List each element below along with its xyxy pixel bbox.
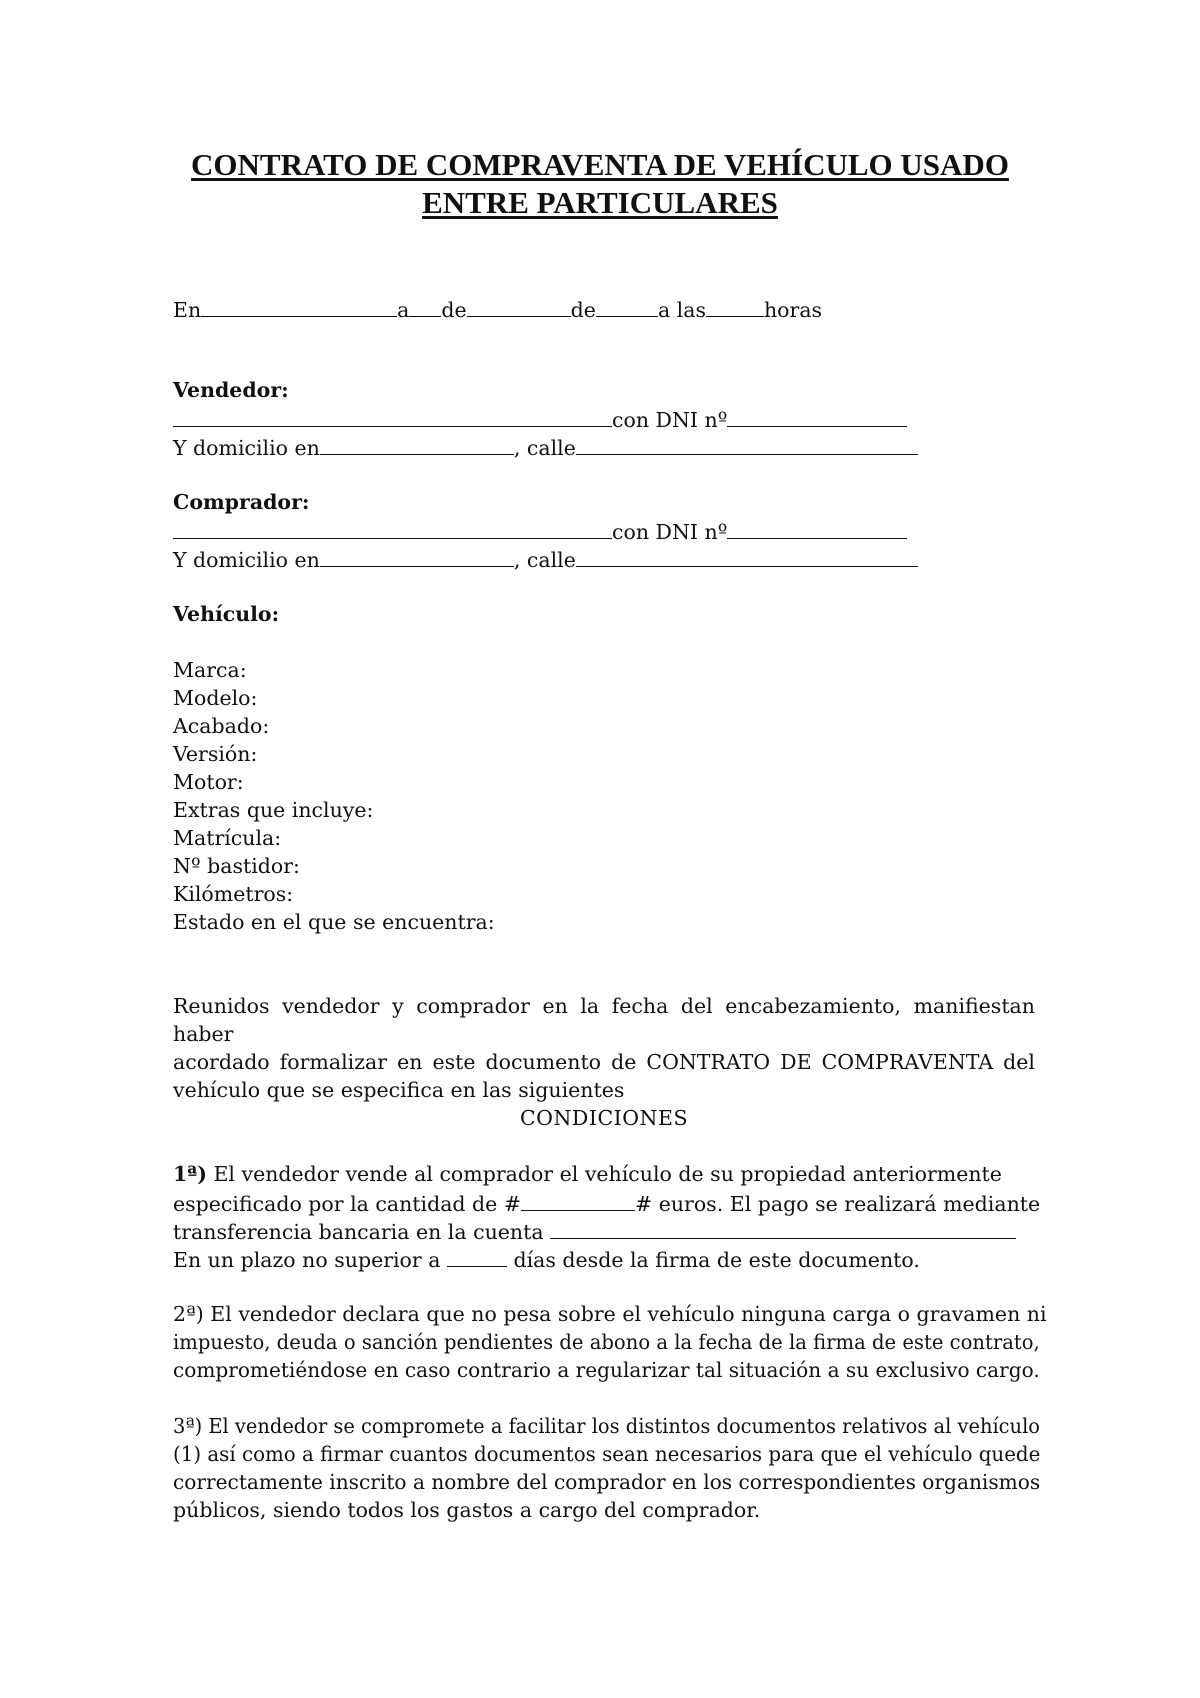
- condition-1-line-2: [173, 1188, 1040, 1218]
- condition-2-line-3: comprometiéndose en caso contrario a regularizar tal situación a su exclusivo cargo.: [173, 1358, 1040, 1382]
- buyer-domicilio-label: Y domicilio en: [173, 548, 320, 572]
- conditions-heading: CONDICIONES: [520, 1106, 688, 1130]
- buyer-street-blank: [576, 544, 918, 567]
- seller-heading: Vendedor:: [173, 378, 289, 402]
- intro-line-3: vehículo que se especifica en las siguientes: [173, 1078, 625, 1102]
- buyer-address-line: [173, 544, 918, 574]
- date-de2-label: de: [570, 298, 596, 322]
- seller-name-blank: [173, 404, 612, 427]
- buyer-dni-blank: [727, 516, 907, 539]
- year-blank: [596, 294, 658, 317]
- date-horas-label: horas: [763, 298, 823, 322]
- condition-1-text-3: transferencia bancaria en la cuenta: [173, 1220, 551, 1244]
- condition-1-text-2b: # euros. El pago se realizará mediante: [635, 1192, 1041, 1216]
- date-a-las-label: a las: [657, 298, 706, 322]
- seller-domicilio-label: Y domicilio en: [173, 436, 320, 460]
- condition-3-line-4: públicos, siendo todos los gastos a cargo del comprador.: [173, 1498, 761, 1522]
- seller-name-line: [173, 404, 907, 434]
- month-blank: [467, 294, 571, 317]
- buyer-city-blank: [320, 544, 514, 567]
- vehicle-field-marca: Marca:: [173, 658, 247, 682]
- contract-title: [160, 146, 1040, 222]
- place-blank: [201, 294, 397, 317]
- buyer-name-blank: [173, 516, 612, 539]
- intro-paragraph: [173, 992, 1035, 1104]
- vehicle-field-kilometros: Kilómetros:: [173, 882, 294, 906]
- condition-1-text-1: El vendedor vende al comprador el vehículo de su propiedad anteriormente: [206, 1162, 1002, 1186]
- intro-line-2: acordado formalizar en este documento de CONTRATO DE COMPRAVENTA del: [173, 1050, 1035, 1074]
- seller-street-blank: [576, 432, 918, 455]
- condition-1-line-3: [173, 1216, 1016, 1246]
- condition-3-line-3: correctamente inscrito a nombre del comprador en los correspondientes organismos: [173, 1470, 1041, 1494]
- buyer-heading: Comprador:: [173, 490, 310, 514]
- vehicle-field-estado: Estado en el que se encuentra:: [173, 910, 495, 934]
- seller-dni-label: con DNI nº: [612, 408, 728, 432]
- vehicle-heading: Vehículo:: [173, 602, 280, 626]
- days-blank: [447, 1244, 507, 1267]
- title-line-1: CONTRATO DE COMPRAVENTA DE VEHÍCULO USADO: [191, 147, 1009, 182]
- vehicle-field-bastidor: Nº bastidor:: [173, 854, 300, 878]
- vehicle-field-version: Versión:: [173, 742, 258, 766]
- seller-calle-label: , calle: [513, 436, 576, 460]
- seller-address-line: [173, 432, 918, 462]
- vehicle-field-acabado: Acabado:: [173, 714, 270, 738]
- buyer-name-line: [173, 516, 907, 546]
- vehicle-field-extras: Extras que incluye:: [173, 798, 374, 822]
- condition-1-text-4b: días desde la firma de este documento.: [506, 1248, 920, 1272]
- condition-1-line-4: [173, 1244, 920, 1274]
- hour-blank: [706, 294, 764, 317]
- condition-1-number: 1ª): [173, 1162, 207, 1186]
- condition-2-line-1: 2ª) El vendedor declara que no pesa sobre el vehículo ninguna carga o gravamen ni: [173, 1302, 1047, 1326]
- intro-line-1: Reunidos vendedor y comprador en la fecha del encabezamiento, manifiestan haber: [173, 994, 1035, 1046]
- condition-1-line-1: [173, 1160, 1002, 1188]
- condition-2-line-2: impuesto, deuda o sanción pendientes de abono a la fecha de la firma de este contrato,: [173, 1330, 1040, 1354]
- price-blank: [521, 1188, 635, 1211]
- date-de1-label: de: [441, 298, 467, 322]
- condition-3-line-2: (1) así como a firmar cuantos documentos sean necesarios para que el vehículo quede: [173, 1442, 1041, 1466]
- vehicle-field-modelo: Modelo:: [173, 686, 258, 710]
- seller-city-blank: [320, 432, 514, 455]
- vehicle-field-matricula: Matrícula:: [173, 826, 282, 850]
- account-blank: [550, 1216, 1016, 1239]
- title-line-2: ENTRE PARTICULARES: [422, 185, 778, 220]
- date-line: [173, 294, 822, 324]
- vehicle-field-motor: Motor:: [173, 770, 244, 794]
- date-en-label: En: [173, 298, 202, 322]
- condition-1-text-4a: En un plazo no superior a: [173, 1248, 447, 1272]
- condition-1-text-2a: especificado por la cantidad de #: [173, 1192, 522, 1216]
- buyer-dni-label: con DNI nº: [612, 520, 728, 544]
- condition-3-line-1: 3ª) El vendedor se compromete a facilitar los distintos documentos relativos al vehículo: [173, 1414, 1040, 1438]
- buyer-calle-label: , calle: [513, 548, 576, 572]
- date-a-label: a: [397, 298, 410, 322]
- seller-dni-blank: [727, 404, 907, 427]
- day-blank: [409, 294, 441, 317]
